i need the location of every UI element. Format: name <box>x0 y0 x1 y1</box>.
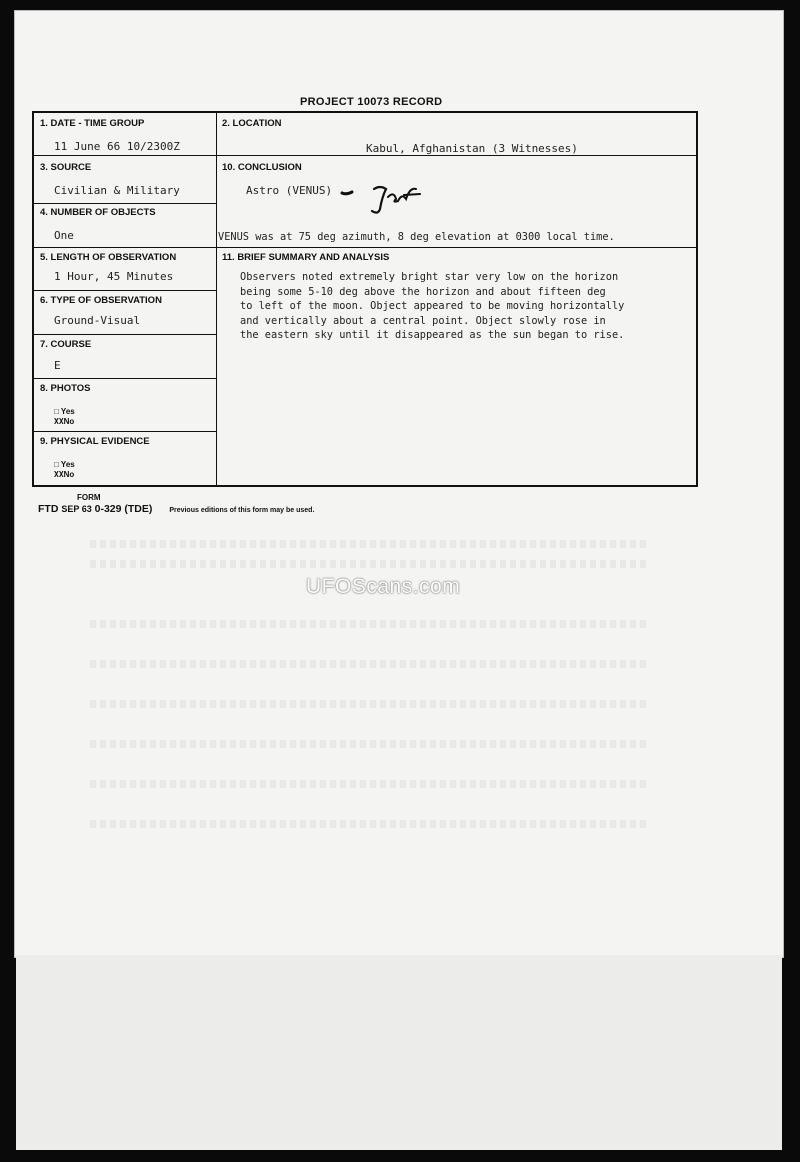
form-id-c: 0-329 (TDE) <box>94 503 153 515</box>
source-value: Civilian & Military <box>54 184 180 197</box>
photos-yes-option <box>54 407 75 416</box>
location-value: Kabul, Afghanistan (3 Witnesses) <box>366 142 578 155</box>
row-divider <box>34 290 216 291</box>
photos-label: 8. PHOTOS <box>40 383 91 394</box>
checkbox-empty-icon: □ <box>54 407 59 416</box>
length-of-observation-label: 5. LENGTH OF OBSERVATION <box>40 252 177 263</box>
location-label: 2. LOCATION <box>222 118 282 129</box>
row-divider <box>34 155 216 156</box>
photos-no-label: No <box>63 417 75 426</box>
course-label: 7. COURSE <box>40 339 92 350</box>
date-time-group-value: 11 June 66 10/2300Z <box>54 140 180 153</box>
checkbox-x-marked-icon: XX <box>54 470 64 479</box>
bleed-through <box>90 820 650 828</box>
bleed-through <box>90 780 650 788</box>
row-divider <box>34 247 216 248</box>
date-time-group-label: 1. DATE - TIME GROUP <box>40 118 145 129</box>
number-of-objects-value: One <box>54 229 74 242</box>
row-divider <box>34 203 216 204</box>
length-of-observation-value: 1 Hour, 45 Minutes <box>54 270 174 283</box>
number-of-objects-label: 4. NUMBER OF OBJECTS <box>40 207 156 218</box>
watermark: UFOScans.com <box>306 575 461 598</box>
bleed-through <box>90 660 650 668</box>
bleed-through <box>90 540 650 548</box>
type-of-observation-value: Ground-Visual <box>54 314 141 327</box>
evidence-no-label: No <box>63 470 75 479</box>
photos-yes-label: Yes <box>60 407 75 416</box>
bleed-through <box>90 560 650 568</box>
record-form <box>32 111 698 487</box>
row-divider <box>216 247 698 248</box>
bleed-through <box>90 700 650 708</box>
form-footer <box>38 503 314 515</box>
form-id-b: SEP 63 <box>61 504 92 514</box>
form-id-a: FTD <box>38 503 59 515</box>
bleed-through <box>90 740 650 748</box>
bleed-through <box>90 620 650 628</box>
checkbox-x-marked-icon: XX <box>54 417 64 426</box>
row-divider <box>216 155 698 156</box>
type-of-observation-label: 6. TYPE OF OBSERVATION <box>40 295 162 306</box>
photos-no-option <box>54 417 74 426</box>
form-note: Previous editions of this form may be used. <box>169 507 315 514</box>
brief-summary-text: Observers noted extremely bright star very low on the horizon being some 5-10 deg above the horizon and about fifteen deg to left of the moon. Object appeared to be moving horizontally and vertically about a central point. Object slowly rose in the eastern sky until it disappeared as the sun began to rise. <box>240 271 625 342</box>
conclusion-label: 10. CONCLUSION <box>222 162 302 173</box>
row-divider <box>34 431 216 432</box>
course-value: E <box>54 359 61 372</box>
column-divider <box>216 113 217 487</box>
evidence-no-option <box>54 470 74 479</box>
physical-evidence-label: 9. PHYSICAL EVIDENCE <box>40 436 150 447</box>
conclusion-detail: VENUS was at 75 deg azimuth, 8 deg elevation at 0300 local time. <box>218 231 615 243</box>
footer-form-word: FORM <box>77 493 101 502</box>
checkbox-empty-icon: □ <box>54 460 59 469</box>
evidence-yes-label: Yes <box>60 460 75 469</box>
source-label: 3. SOURCE <box>40 162 92 173</box>
brief-summary-label: 11. BRIEF SUMMARY AND ANALYSIS <box>222 252 390 263</box>
row-divider <box>34 378 216 379</box>
row-divider <box>34 334 216 335</box>
conclusion-value: Astro (VENUS) <box>246 184 333 197</box>
evidence-yes-option <box>54 460 75 469</box>
lower-page <box>16 955 782 1150</box>
handwritten-signature-icon <box>340 183 430 219</box>
record-title: PROJECT 10073 RECORD <box>300 96 443 108</box>
